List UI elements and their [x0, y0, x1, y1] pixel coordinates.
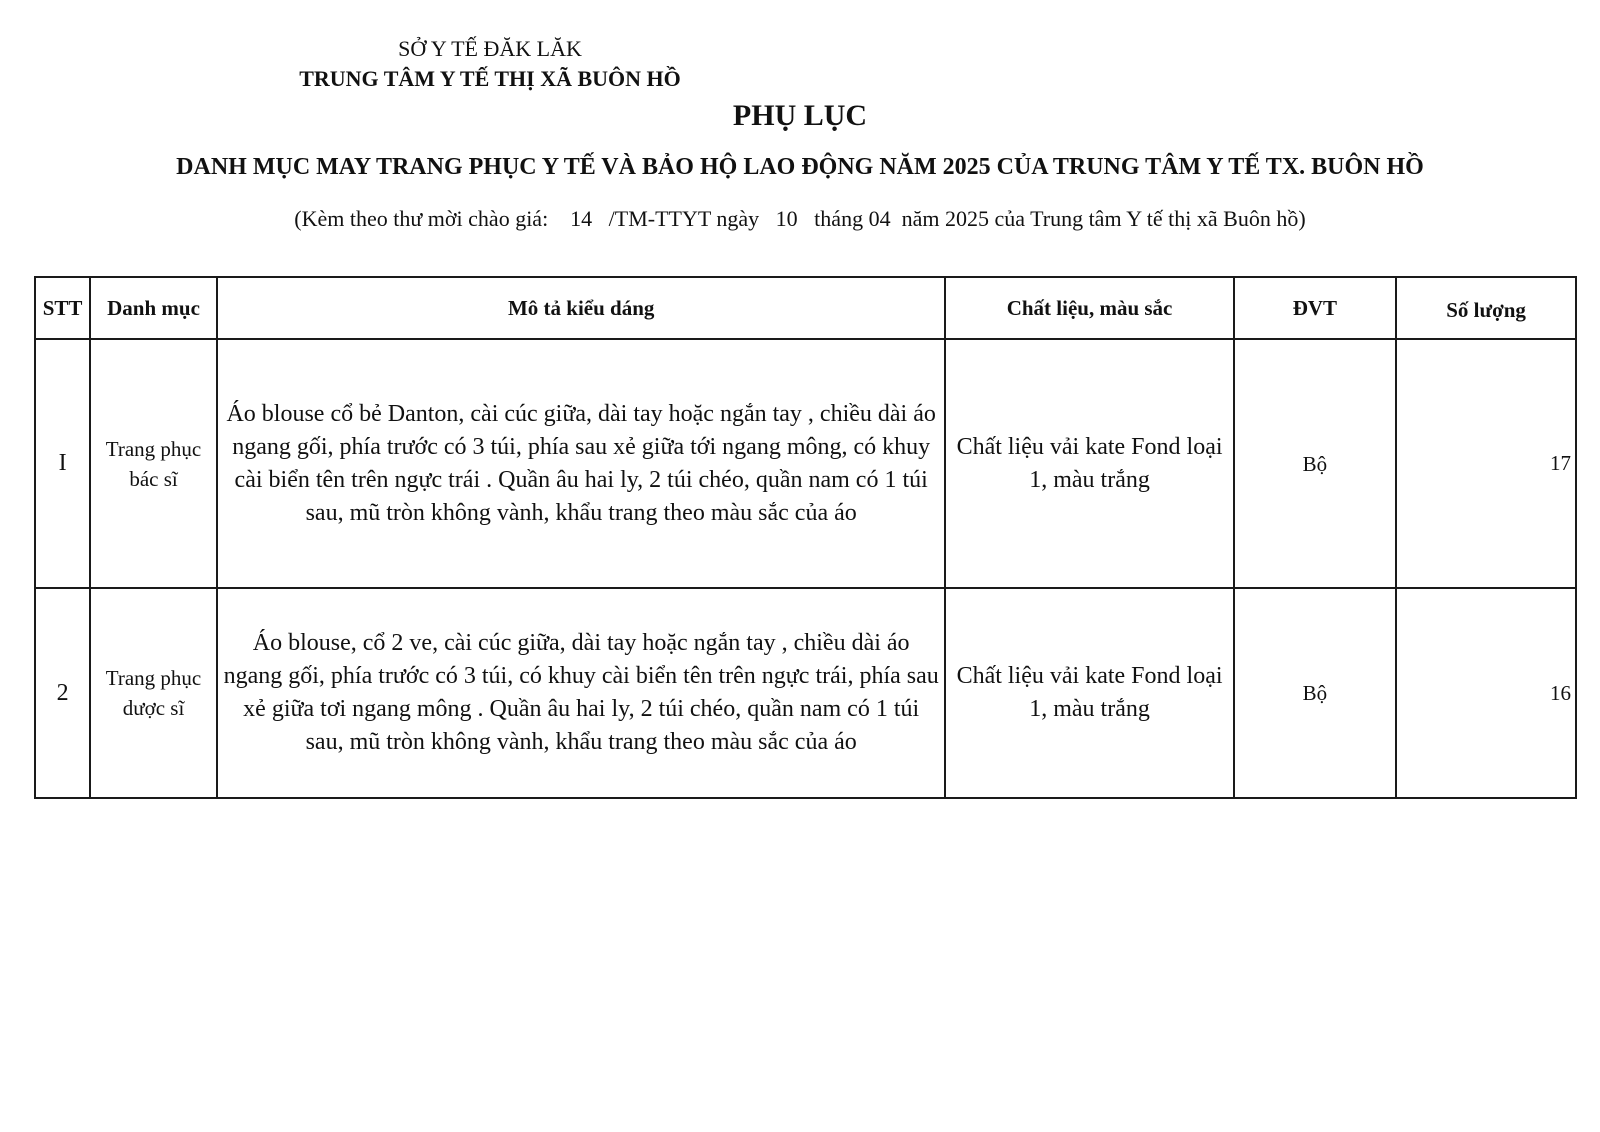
column-header-unit: ĐVT	[1234, 277, 1396, 339]
table-row	[35, 588, 1576, 798]
cell-description: Áo blouse cổ bẻ Danton, cài cúc giữa, dài tay hoặc ngắn tay , chiều dài áo ngang gối, phía trước có 3 túi, phía sau xẻ giữa tới ngang mông, có khuy cài biển tên trên ngực trái . Quần âu hai ly, 2 túi chéo, quần nam có 1 túi sau, mũ tròn không vành, khẩu trang theo màu sắc của áo	[217, 339, 946, 588]
items-table	[34, 276, 1577, 799]
cell-stt: I	[35, 339, 90, 588]
cell-material: Chất liệu vải kate Fond loại 1, màu trắng	[945, 588, 1233, 798]
document-title: PHỤ LỤC	[732, 99, 868, 132]
document-note: (Kèm theo thư mời chào giá: 14 /TM-TTYT ngày 10 tháng 04 năm 2025 của Trung tâm Y tế thị xã Buôn hồ)	[294, 206, 1306, 231]
cell-unit: Bộ	[1234, 339, 1396, 588]
column-header-material: Chất liệu, màu sắc	[945, 277, 1233, 339]
column-header-quantity	[1396, 277, 1576, 339]
cell-category: Trang phục dược sĩ	[90, 588, 217, 798]
column-header-category: Danh mục	[90, 277, 217, 339]
table-row	[35, 339, 1576, 588]
column-header-description: Mô tả kiểu dáng	[217, 277, 946, 339]
agency-header	[240, 34, 740, 94]
cell-description: Áo blouse, cổ 2 ve, cài cúc giữa, dài tay hoặc ngắn tay , chiều dài áo ngang gối, phía trước có 3 túi, có khuy cài biển tên trên ngực trái, phía sau xẻ giữa tơi ngang mông . Quần âu hai ly, 2 túi chéo, quần nam có 1 túi sau, mũ tròn không vành, khẩu trang theo màu sắc của áo	[217, 588, 946, 798]
cell-material: Chất liệu vải kate Fond loại 1, màu trắng	[945, 339, 1233, 588]
cell-unit: Bộ	[1234, 588, 1396, 798]
document-subtitle: DANH MỤC MAY TRANG PHỤC Y TẾ VÀ BẢO HỘ LAO ĐỘNG NĂM 2025 CỦA TRUNG TÂM Y TẾ TX. BUÔN HỒ	[176, 154, 1424, 180]
cell-category: Trang phục bác sĩ	[90, 339, 217, 588]
agency-parent-name: SỞ Y TẾ ĐĂK LĂK	[398, 36, 582, 61]
column-header-quantity-label: Số lượng	[1446, 298, 1526, 322]
cell-quantity: 17	[1396, 339, 1576, 588]
cell-stt: 2	[35, 588, 90, 798]
column-header-stt: STT	[35, 277, 90, 339]
agency-name: TRUNG TÂM Y TẾ THỊ XÃ BUÔN HỒ	[299, 66, 681, 91]
table-header-row	[35, 277, 1576, 339]
cell-quantity: 16	[1396, 588, 1576, 798]
